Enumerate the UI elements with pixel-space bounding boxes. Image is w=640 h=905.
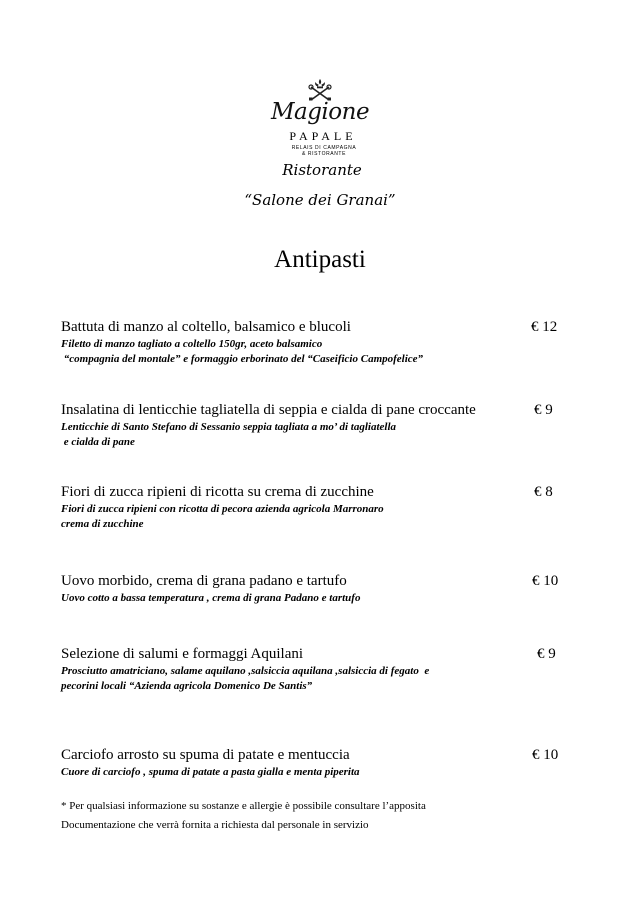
dish-name: Insalatina di lenticchie tagliatella di seppia e cialda di pane croccante [61,402,476,418]
dish-name: Carciofo arrosto su spuma di patate e mentuccia [61,747,350,763]
menu-item [61,646,581,694]
logo-tagline-1: RELAIS DI CAMPAGNA [291,145,357,151]
dish-price: € 10 [532,747,559,763]
dish-description: Fiori di zucca ripieni con ricotta di pecora azienda agricola Marronaro crema di zucchine [61,503,384,530]
dish-name: Uovo morbido, crema di grana padano e tartufo [61,573,347,589]
dish-name: Battuta di manzo al coltello, balsamico e blucoli [61,319,351,335]
dish-description: Prosciutto amatriciano, salame aquilano ,salsiccia aquilana ,salsiccia di fegato e pecorini locali “Azienda agricola Domenico De Santis” [61,665,430,692]
allergen-footnote [61,797,581,835]
logo-tagline-2: & RISTORANTE [301,151,347,157]
dish-description: Filetto di manzo tagliato a coltello 150gr, aceto balsamico “compagnia del montale” e formaggio erborinato del “Caseificio Campofelice” [61,338,424,365]
dish-description: Uovo cotto a bassa temperatura , crema di grana Padano e tartufo [61,592,361,604]
dish-price: € 8 [534,484,553,500]
menu-item [61,747,581,780]
section-title: Antipasti [274,246,366,273]
dish-name: Selezione di salumi e formaggi Aquilani [61,646,304,662]
menu-item [61,573,581,606]
menu-item [61,319,581,367]
logo-name: Magione [270,99,370,125]
restaurant-logo [0,78,640,218]
dish-description: Lenticchie di Santo Stefano di Sessanio seppia tagliata a mo’ di tagliatella e cialda di pane [61,421,397,448]
footnote-line-1: * Per qualsiasi informazione su sostanze e allergie è possibile consultare l’apposita [61,800,426,812]
logo-subname: PAPALE [289,129,357,143]
menu-item [61,402,581,450]
menu-item [61,484,581,532]
logo-restaurant: Ristorante [282,161,362,179]
dish-price: € 12 [531,319,558,335]
footnote-line-2: Documentazione che verrà fornita a richiesta dal personale in servizio [61,819,369,831]
dish-price: € 9 [537,646,556,662]
dish-description: Cuore di carciofo , spuma di patate a pasta gialla e menta piperita [61,766,360,778]
logo-hall-name: “Salone dei Granai” [244,191,396,209]
dish-name: Fiori di zucca ripieni di ricotta su crema di zucchine [61,484,374,500]
dish-price: € 9 [534,402,553,418]
dish-price: € 10 [532,573,559,589]
